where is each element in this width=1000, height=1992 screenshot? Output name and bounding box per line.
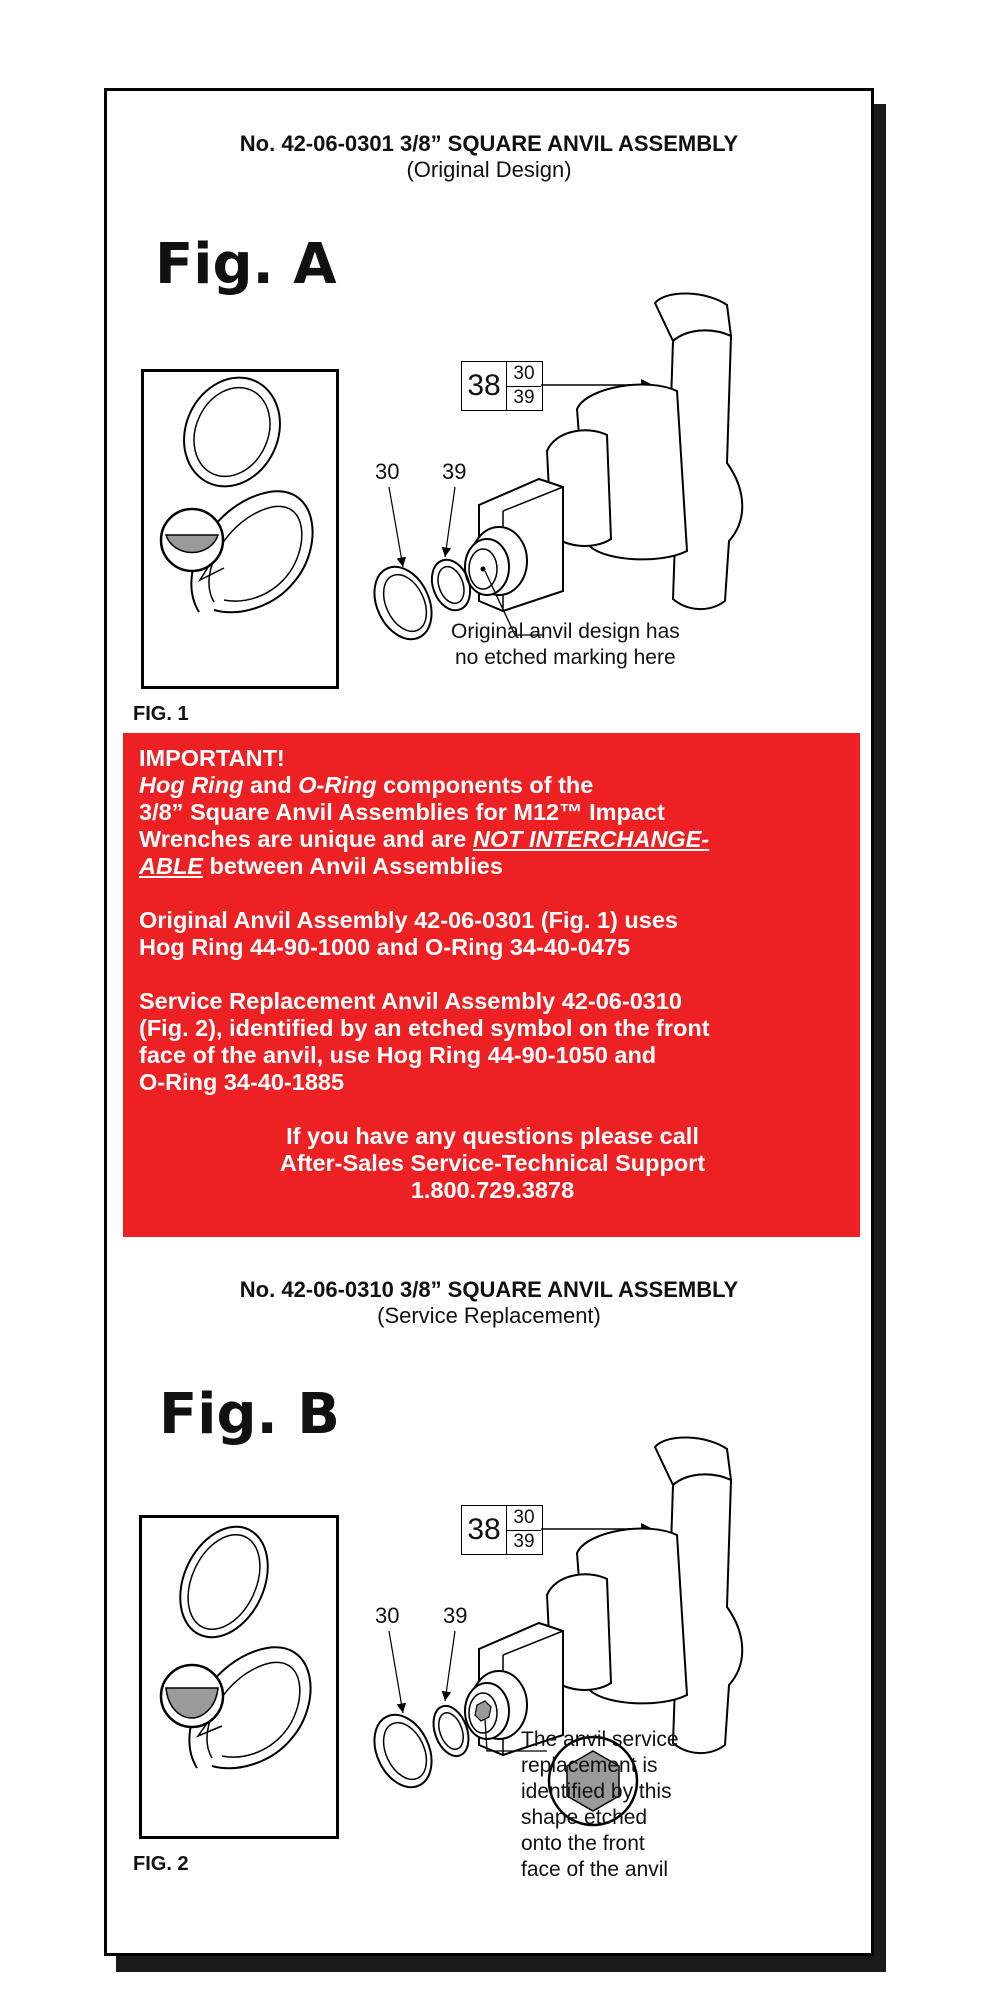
part-number-30-b: 30 [375,1603,400,1628]
part-number-39-b: 39 [443,1603,468,1628]
fig-b-label: Fig. B [159,1382,340,1447]
part-number-39-a: 39 [442,459,467,484]
fig-1-caption: FIG. 1 [133,703,189,725]
ref-box-38-top: 30 [507,362,541,387]
support-phone: 1.800.729.3878 [410,1177,575,1203]
support-line-1: If you have any questions please call [286,1123,699,1149]
section-b-title: No. 42-06-0310 3/8” SQUARE ANVIL ASSEMBLY [239,1277,739,1302]
important-heading: IMPORTANT! [139,745,285,771]
service-bulletin-sheet [104,88,874,1956]
ref-box-38-bottom: 39 [513,1531,535,1553]
fig-2-caption: FIG. 2 [133,1853,189,1875]
important-paragraph-2: Original Anvil Assembly 42-06-0301 (Fig. 1) uses [139,907,678,933]
important-notice: IMPORTANT! Hog Ring and O-Ring components of the 3/8” Square Anvil Assemblies for M12™ Impact Wrenches are unique and are NOT INTERCHANGE- ABLE between Anvil Assemblies Original Anvil Assembly 42-06-0301 (Fig. 1) uses Hog Ring 44-90-1000 and O-Ring 34-40-0475 Service Replacement Anvil Assembly 42-06-0310 (Fig. 2), identified by an etched symbol on the front face of the anvil, use Hog Ring 44-90-1050 and O-Ring 34-40-1885 If you have any questions please call After-Sales Service-Technical Support 1.800.729.3878 [123,733,860,1237]
callout-original-design: Original anvil design has no etched marking here [451,620,680,669]
section-a-subtitle: (Original Design) [406,157,572,182]
ref-box-38-top: 30 [507,1506,541,1531]
important-paragraph-3: Service Replacement Anvil Assembly 42-06-0310 [139,988,682,1014]
section-b-subtitle: (Service Replacement) [377,1303,601,1328]
part-number-30-a: 30 [375,459,400,484]
ref-box-38-main: 38 [462,1506,507,1554]
fig-a-label: Fig. A [155,232,337,297]
important-paragraph-1: Hog Ring and O-Ring components of the [139,772,594,798]
callout-service-replacement: The anvil service replacement is identified by this shape etched onto the front face of the anvil [521,1728,679,1881]
anvil-drawing-b [107,91,877,1959]
section-a-title: No. 42-06-0301 3/8” SQUARE ANVIL ASSEMBLY [239,131,739,156]
ref-box-38-bottom: 39 [513,387,535,409]
ref-box-38-main: 38 [462,362,507,410]
support-line-2: After-Sales Service-Technical Support [279,1150,706,1176]
